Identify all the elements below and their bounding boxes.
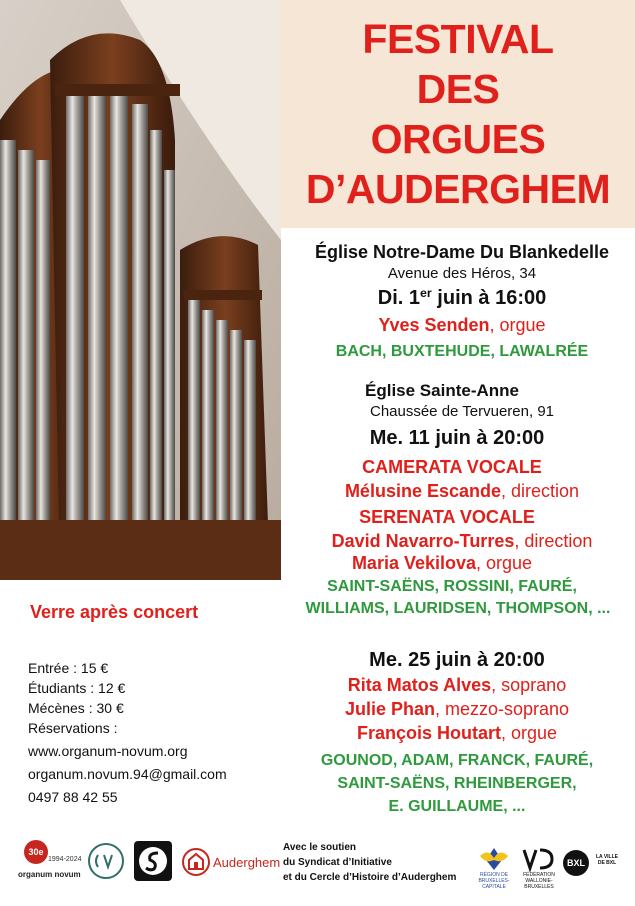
concert3-performer2 [285,699,629,720]
website-link[interactable]: www.organum-novum.org [28,743,188,759]
concert3-p3-name: François Houtart [356,723,501,743]
concert3-p3-role: , orgue [500,723,558,743]
federation-logo [520,846,558,890]
concert1-date-sup: er [420,286,432,301]
concert3-composers-line2: SAINT-SAËNS, RHEINBERGER, [337,775,577,792]
logo-years: 1994-2024 [48,856,82,863]
venue2-name: Église Sainte-Anne [365,381,519,400]
concert2-organist [270,553,614,574]
logo-30-badge: 30e [24,840,48,864]
ville-bxl-logo: LA VILLE DE BXL [595,854,619,866]
concert2-director2-name: David Navarro-Turres [331,531,515,551]
concert3-p2-name: Julie Phan [344,699,435,719]
reservations-label: Réservations : [28,720,118,736]
support-line-3: et du Cercle d’Histoire d’Auderghem [283,872,457,883]
federation-text: FÉDÉRATION WALLONIE-BRUXELLES [523,872,555,890]
concert1-performer-role: , orgue [489,315,546,335]
concert3-composers-line1: GOUNOD, ADAM, FRANCK, FAURÉ, [320,752,594,769]
concert2-ensemble1: CAMERATA VOCALE [362,457,542,477]
cv-icon [90,845,122,877]
concert2-composers-line2: WILLIAMS, LAURIDSEN, THOMPSON, ... [305,600,611,617]
brussels-region-logo [476,846,512,890]
price-entree: Entrée : 15 € [28,660,109,676]
concert3-date: Me. 25 juin à 20:00 [369,649,545,671]
venue2-address: Chaussée de Tervueren, 91 [369,403,554,420]
auderghem-label: Auderghem [213,855,281,870]
organ-photo [0,0,281,580]
concert2-director1 [290,481,634,502]
title-line-3: ORGUES [370,116,546,162]
region-text: RÉGION DE BRUXELLES-CAPITALE [478,872,510,890]
logo-organum-name: organum novum [18,870,81,879]
email-link[interactable]: organum.novum.94@gmail.com [28,766,227,782]
title-box [281,0,635,228]
venue1-address: Avenue des Héros, 34 [387,265,537,282]
title-line-4: D’AUDERGHEM [305,166,611,212]
concert2-organist-role: , orgue [476,553,533,573]
cv-logo [88,843,124,879]
fwb-icon [520,846,558,872]
concert3-p2-role: , mezzo-soprano [434,699,570,719]
price-students: Étudiants : 12 € [28,680,126,696]
title-line-1: FESTIVAL [362,16,554,62]
concert2-director2 [290,531,634,552]
bxl-logo: BXL [563,850,589,876]
concert3-performer1 [285,675,629,696]
concert2-date: Me. 11 juin à 20:00 [369,427,545,449]
concert1-date-suffix: juin à 16:00 [431,287,547,309]
price-patrons: Mécènes : 30 € [28,700,124,716]
reception-note: Verre après concert [30,602,199,622]
s-emblem-icon [134,841,172,881]
concert2-director1-role: , direction [501,481,580,501]
concert2-organist-name: Maria Vekilova [351,553,477,573]
phone-number: 0497 88 42 55 [28,789,118,805]
auderghem-emblem [182,848,210,876]
concert2-ensemble2: SERENATA VOCALE [359,507,535,527]
organum-novum-logo [18,840,88,890]
house-icon [184,850,208,874]
concert3-performer3 [285,723,629,744]
iris-icon [476,846,512,872]
concert1-date [290,287,634,310]
concert2-composers-line1: SAINT-SAËNS, ROSSINI, FAURÉ, [327,578,577,595]
support-line-1: Avec le soutien [283,842,356,853]
concert3-p1-name: Rita Matos Alves [347,675,492,695]
concert1-date-prefix: Di. 1 [377,287,421,309]
support-line-2: du Syndicat d’Initiative [283,857,392,868]
concert2-director2-role: , direction [514,531,593,551]
concert2-director1-name: Mélusine Escande [344,481,501,501]
circle-s-logo [134,841,172,881]
title-line-2: DES [416,66,500,112]
concert3-p1-role: , soprano [491,675,567,695]
venue1-name: Église Notre-Dame Du Blankedelle [314,242,610,262]
concert1-performer-name: Yves Senden [378,315,490,335]
concert1-composers: BACH, BUXTEHUDE, LAWALRÉE [335,343,589,360]
concert3-composers-line3: E. GUILLAUME, ... [388,798,526,815]
concert1-performer [290,315,634,336]
